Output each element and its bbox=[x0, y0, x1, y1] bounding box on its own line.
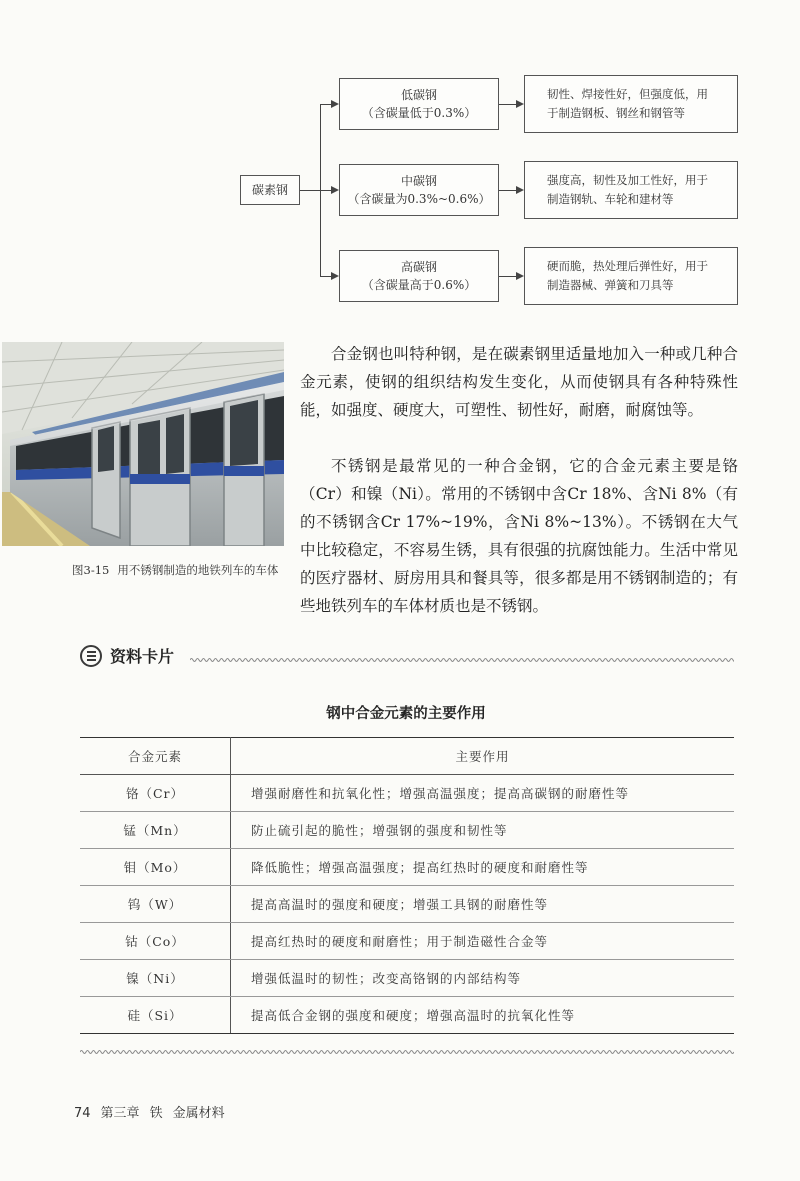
cell-element: 镍（Ni） bbox=[80, 960, 231, 997]
connector-result-3 bbox=[499, 276, 517, 277]
figure-caption-text: 用不锈钢制造的地铁列车的车体 bbox=[117, 563, 279, 577]
arrow-icon bbox=[516, 272, 524, 280]
result-box-low-carbon bbox=[524, 75, 738, 133]
page-footer bbox=[74, 1102, 235, 1121]
branch-name: 高碳钢 bbox=[400, 260, 437, 274]
root-label: 碳素钢 bbox=[251, 183, 288, 197]
branch-detail: （含碳量低于0.3%） bbox=[361, 106, 477, 120]
info-card-title: 资料卡片 bbox=[110, 647, 175, 666]
arrow-icon bbox=[516, 100, 524, 108]
cell-element: 钼（Mo） bbox=[80, 849, 231, 886]
cell-function: 提高高温时的强度和硬度；增强工具钢的耐磨性等 bbox=[231, 886, 735, 923]
table-row bbox=[80, 960, 734, 997]
root-box-carbon-steel bbox=[240, 175, 300, 205]
table-row bbox=[80, 886, 734, 923]
table-header-row bbox=[80, 738, 734, 775]
cell-function: 提高低合金钢的强度和硬度；增强高温时的抗氧化性等 bbox=[231, 997, 735, 1034]
cell-element: 铬（Cr） bbox=[80, 775, 231, 812]
connector-result-2 bbox=[499, 190, 517, 191]
footer-chapter-title: 铁 bbox=[149, 1106, 163, 1121]
figure-caption bbox=[72, 562, 284, 579]
cell-element: 钴（Co） bbox=[80, 923, 231, 960]
connector-result-1 bbox=[499, 104, 517, 105]
figure-number: 图3-15 bbox=[72, 563, 110, 577]
header-function: 主要作用 bbox=[231, 738, 735, 775]
table-row bbox=[80, 997, 734, 1034]
table-row bbox=[80, 923, 734, 960]
arrow-icon bbox=[331, 272, 339, 280]
connector-root bbox=[300, 190, 320, 191]
header-element: 合金元素 bbox=[80, 738, 231, 775]
branch-box-medium-carbon bbox=[339, 164, 499, 216]
info-card-header bbox=[80, 644, 174, 667]
table-row bbox=[80, 849, 734, 886]
cell-function: 降低脆性；增强高温强度；提高红热时的硬度和耐磨性等 bbox=[231, 849, 735, 886]
result-line: 韧性、焊接性好，但强度低，用 bbox=[547, 87, 708, 101]
result-line: 硬而脆，热处理后弹性好，用于 bbox=[547, 259, 708, 273]
cell-element: 硅（Si） bbox=[80, 997, 231, 1034]
branch-detail: （含碳量高于0.6%） bbox=[361, 278, 477, 292]
result-box-medium-carbon bbox=[524, 161, 738, 219]
table-title: 钢中合金元素的主要作用 bbox=[326, 706, 486, 722]
alloy-elements-table bbox=[80, 737, 734, 1034]
cell-element: 锰（Mn） bbox=[80, 812, 231, 849]
wavy-divider-bottom bbox=[80, 1048, 734, 1056]
footer-section: 金属材料 bbox=[172, 1106, 225, 1121]
footer-chapter: 第三章 bbox=[100, 1106, 140, 1121]
result-box-high-carbon bbox=[524, 247, 738, 305]
cell-function: 增强低温时的韧性；改变高铬钢的内部结构等 bbox=[231, 960, 735, 997]
paragraph-stainless-steel: 不锈钢是最常见的一种合金钢，它的合金元素主要是铬（Cr）和镍（Ni）。常用的不锈钢中含Cr 18%、含Ni 8%（有的不锈钢含Cr 17%~19%，含Ni 8%~13%）。不锈钢在大气中比较稳定，不容易生锈，具有很强的抗腐蚀能力。生活中常见的医疗器材、厨房用具和餐具等，很多都是用不锈钢制造的；有些地铁列车的车体材质也是不锈钢。 bbox=[300, 457, 738, 615]
arrow-icon bbox=[516, 186, 524, 194]
branch-detail: （含碳量为0.3%~0.6%） bbox=[347, 192, 491, 206]
cell-element: 钨（W） bbox=[80, 886, 231, 923]
result-line: 于制造钢板、钢丝和钢管等 bbox=[547, 106, 685, 120]
document-icon bbox=[80, 645, 102, 667]
table-row bbox=[80, 812, 734, 849]
arrow-icon bbox=[331, 186, 339, 194]
branch-box-high-carbon bbox=[339, 250, 499, 302]
paragraph-alloy-steel: 合金钢也叫特种钢，是在碳素钢里适量地加入一种或几种合金元素，使钢的组织结构发生变化，从而使钢具有各种特殊性能，如强度、硬度大，可塑性、韧性好，耐磨，耐腐蚀等。 bbox=[300, 345, 738, 419]
subway-train-photo bbox=[2, 342, 284, 546]
result-line: 制造钢轨、车轮和建材等 bbox=[547, 192, 674, 206]
page-number: 74 bbox=[74, 1106, 91, 1121]
branch-box-low-carbon bbox=[339, 78, 499, 130]
table-row bbox=[80, 775, 734, 812]
wavy-divider-top bbox=[190, 656, 734, 664]
cell-function: 增强耐磨性和抗氧化性；增强高温强度；提高高碳钢的耐磨性等 bbox=[231, 775, 735, 812]
cell-function: 防止硫引起的脆性；增强钢的强度和韧性等 bbox=[231, 812, 735, 849]
branch-name: 低碳钢 bbox=[400, 88, 437, 102]
result-line: 制造器械、弹簧和刀具等 bbox=[547, 278, 674, 292]
cell-function: 提高红热时的硬度和耐磨性；用于制造磁性合金等 bbox=[231, 923, 735, 960]
branch-name: 中碳钢 bbox=[400, 174, 437, 188]
arrow-icon bbox=[331, 100, 339, 108]
result-line: 强度高，韧性及加工性好，用于 bbox=[547, 173, 708, 187]
